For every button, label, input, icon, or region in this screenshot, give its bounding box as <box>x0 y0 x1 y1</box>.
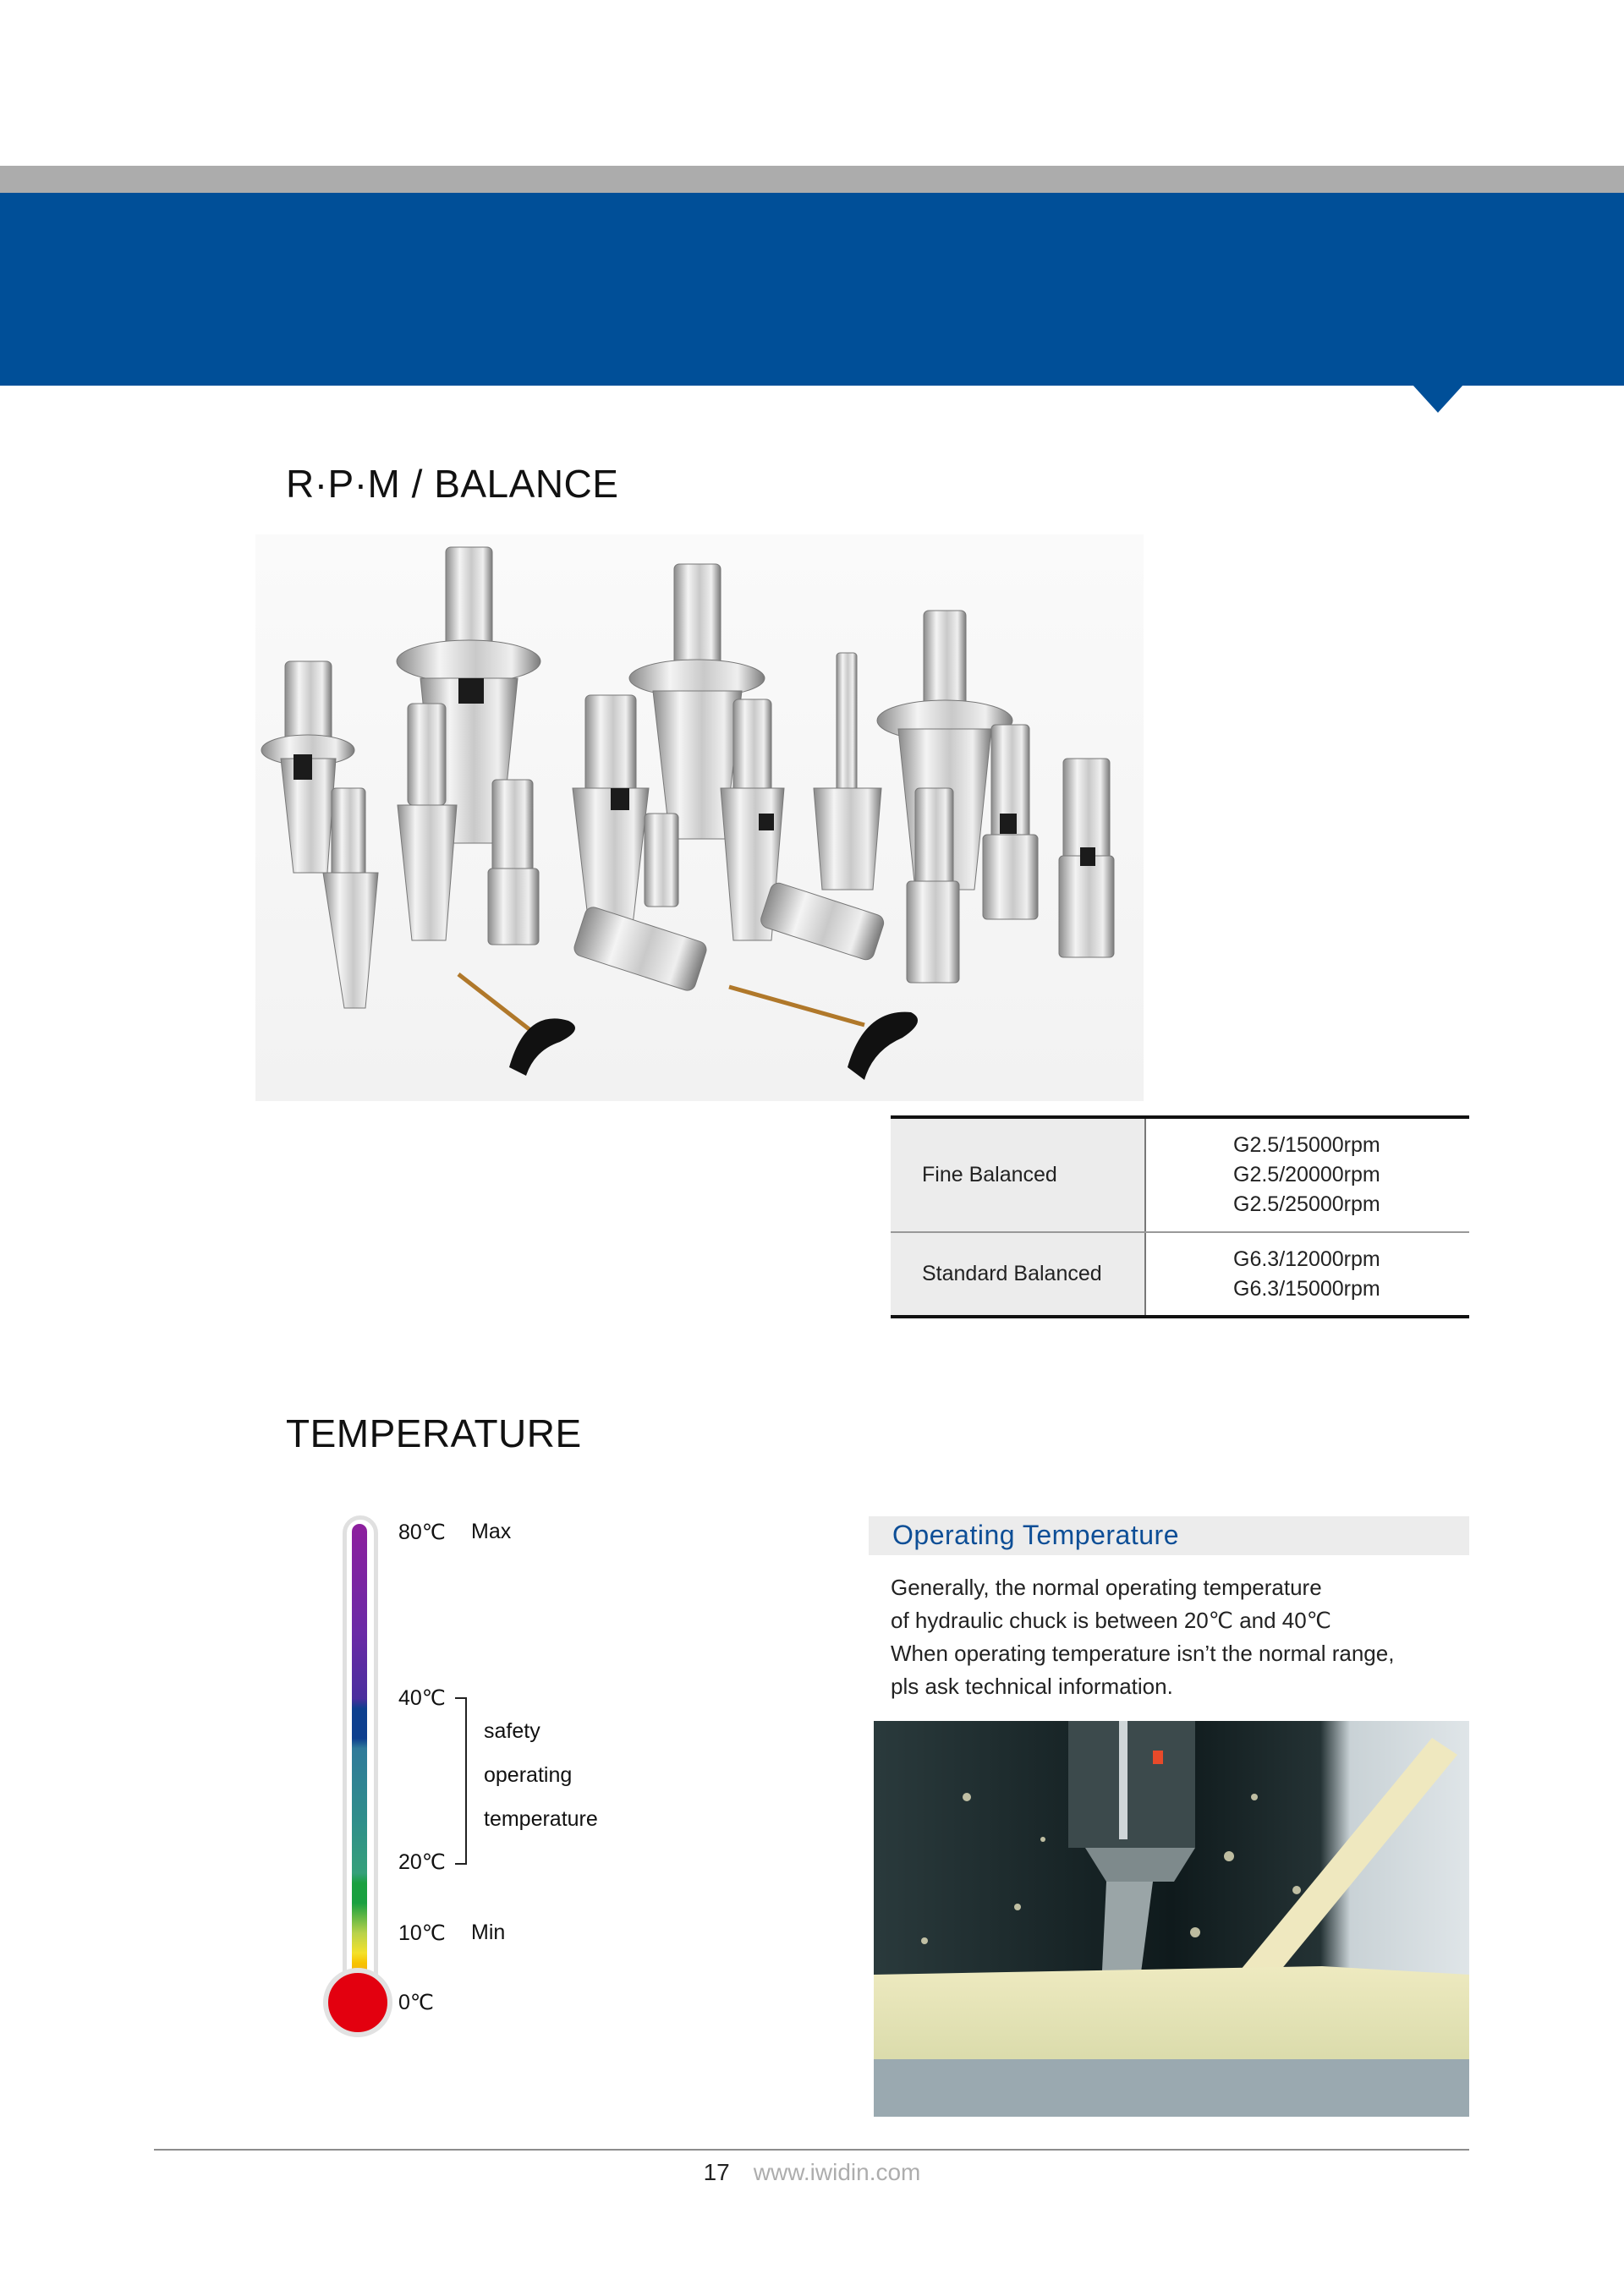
tick-label-80: 80℃ <box>398 1521 446 1544</box>
operating-temperature-title: Operating Temperature <box>892 1520 1179 1550</box>
description-line: When operating temperature isn’t the normal range, <box>891 1641 1395 1666</box>
table-cell-values <box>1146 1119 1469 1231</box>
tick-note-max: Max <box>471 1520 512 1543</box>
tool-holders-product-photo <box>255 534 1144 1101</box>
tick-label-20: 20℃ <box>398 1850 446 1874</box>
tick-label-40: 40℃ <box>398 1686 446 1710</box>
rpm-value: G6.3/12000rpm <box>1233 1247 1380 1271</box>
description-line: pls ask technical information. <box>891 1674 1173 1699</box>
balance-grade-table <box>891 1115 1469 1318</box>
header-blue-banner <box>0 193 1624 386</box>
tick-label-10: 10℃ <box>398 1921 446 1945</box>
tick-note-min: Min <box>471 1921 506 1944</box>
rpm-value: G2.5/25000rpm <box>1233 1192 1380 1216</box>
rpm-value: G2.5/15000rpm <box>1233 1133 1380 1157</box>
footer-divider <box>154 2149 1469 2151</box>
header-grey-stripe <box>0 166 1624 193</box>
table-cell-values <box>1146 1233 1469 1315</box>
page-footer <box>0 2159 1624 2186</box>
description-line: Generally, the normal operating temperature <box>891 1575 1322 1600</box>
rpm-value: G6.3/15000rpm <box>1233 1276 1380 1301</box>
safety-range-label-line: operating <box>484 1763 573 1787</box>
table-cell-label: Fine Balanced <box>891 1119 1146 1231</box>
website-link[interactable]: www.iwidin.com <box>753 2159 921 2185</box>
operating-temperature-description <box>891 1571 1474 1703</box>
tick-label-0: 0℃ <box>398 1991 434 2014</box>
description-line: of hydraulic chuck is between 20℃ and 40℃ <box>891 1608 1331 1633</box>
temperature-heading: TEMPERATURE <box>286 1411 582 1455</box>
banner-notch-pointer <box>1413 385 1463 413</box>
safety-range-label-line: temperature <box>484 1807 598 1831</box>
table-cell-label: Standard Balanced <box>891 1233 1146 1315</box>
safety-range-bracket <box>455 1697 467 1865</box>
table-row-standard-balanced <box>891 1231 1469 1315</box>
tool-holders-illustration <box>255 534 1144 1101</box>
thermometer-bulb <box>323 1968 392 2037</box>
table-row-fine-balanced <box>891 1119 1469 1231</box>
rpm-value: G2.5/20000rpm <box>1233 1163 1380 1186</box>
thermometer-color-scale <box>352 1524 367 2023</box>
milling-coolant-photo <box>874 1721 1469 2117</box>
safety-range-label-line: safety <box>484 1719 540 1743</box>
page-number: 17 <box>703 2159 730 2185</box>
rpm-balance-heading: R·P·M / BALANCE <box>286 462 619 506</box>
milling-coolant-illustration <box>874 1721 1469 2117</box>
